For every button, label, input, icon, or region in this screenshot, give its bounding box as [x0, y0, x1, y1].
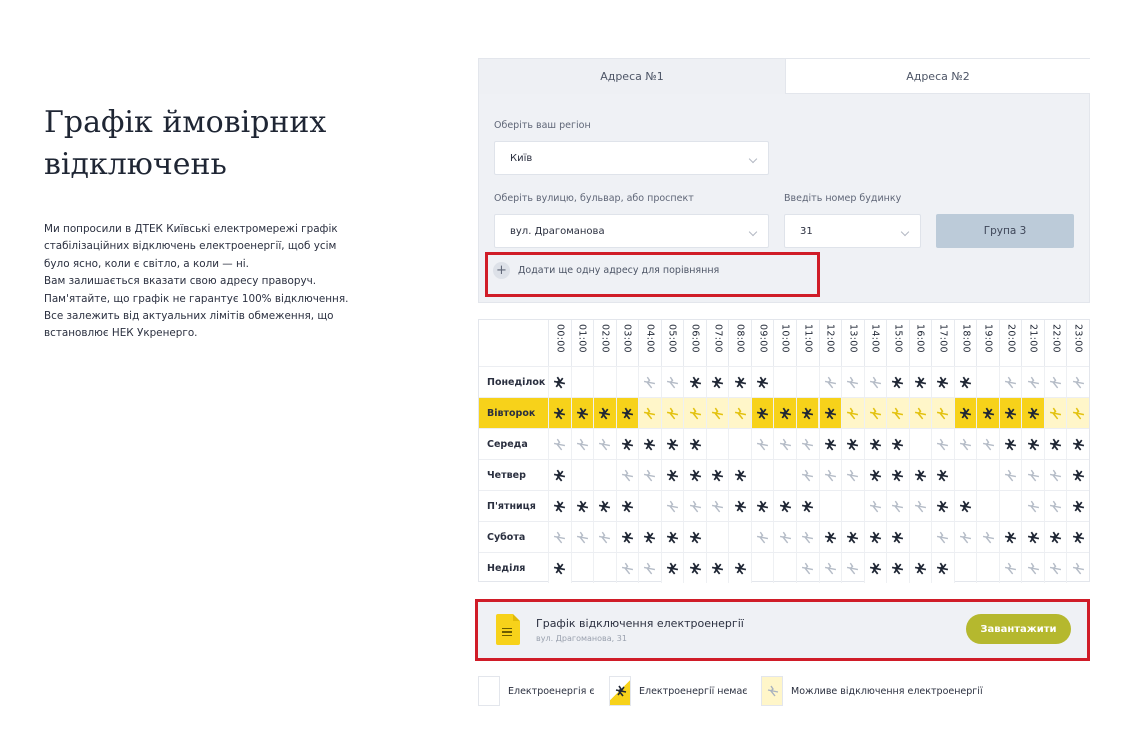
power-on-cell: [571, 367, 594, 397]
power-off-icon: [548, 491, 571, 521]
download-button[interactable]: Завантажити: [966, 614, 1071, 644]
power-off-icon: [841, 522, 864, 552]
power-maybe-icon: [773, 429, 796, 459]
power-maybe-icon: [886, 491, 909, 521]
power-maybe-icon: [1044, 460, 1067, 490]
power-maybe-icon: [1066, 553, 1089, 583]
power-maybe-icon: [616, 553, 639, 583]
power-off-icon: [1044, 429, 1067, 459]
power-maybe-icon: [638, 553, 661, 583]
power-maybe-icon: [548, 429, 571, 459]
day-label: Понеділок: [487, 376, 546, 388]
power-off-icon: [773, 398, 796, 428]
power-off-icon: [728, 491, 751, 521]
power-maybe-icon: [819, 553, 842, 583]
power-off-icon: [683, 460, 706, 490]
power-off-icon: [999, 522, 1022, 552]
power-off-icon: [1044, 522, 1067, 552]
chevron-down-icon: [749, 155, 757, 163]
power-off-icon: [931, 553, 954, 583]
power-off-icon: [638, 429, 661, 459]
power-maybe-icon: [571, 522, 594, 552]
power-off-icon: [661, 429, 684, 459]
power-maybe-icon: [767, 685, 779, 697]
hour-header: [683, 320, 706, 366]
power-off-icon: [796, 491, 819, 521]
power-on-cell: [571, 553, 594, 583]
power-on-cell: [593, 460, 616, 490]
hour-header: [661, 320, 684, 366]
power-off-icon: [886, 429, 909, 459]
power-off-icon: [616, 429, 639, 459]
hour-header: [773, 320, 796, 366]
power-on-cell: [999, 491, 1022, 521]
power-off-icon: [751, 491, 774, 521]
power-maybe-icon: [773, 522, 796, 552]
power-maybe-icon: [931, 522, 954, 552]
power-maybe-icon: [976, 522, 999, 552]
power-maybe-icon: [706, 398, 729, 428]
hour-label: 00:00: [554, 324, 566, 353]
power-off-icon: [683, 553, 706, 583]
power-off-icon: [683, 429, 706, 459]
house-label: Введіть номер будинку: [784, 193, 902, 204]
table-row: [479, 397, 1089, 428]
power-maybe-icon: [661, 398, 684, 428]
power-off-icon: [954, 398, 977, 428]
hour-label: 22:00: [1050, 324, 1062, 353]
power-on-cell: [773, 367, 796, 397]
power-off-icon: [931, 491, 954, 521]
power-maybe-icon: [796, 522, 819, 552]
hour-label: 20:00: [1005, 324, 1017, 353]
power-maybe-icon: [661, 367, 684, 397]
hour-header: [593, 320, 616, 366]
hour-label: 06:00: [689, 324, 701, 353]
intro-paragraph: Пам'ятайте, що графік не гарантує 100% відключення. Все залежить від актуальних лімітів обмеження, що встановлює НЕК Укренерго.: [44, 292, 349, 340]
power-off-icon: [999, 398, 1022, 428]
power-maybe-icon: [1044, 491, 1067, 521]
power-off-icon: [728, 367, 751, 397]
power-maybe-icon: [593, 522, 616, 552]
power-off-icon: [976, 398, 999, 428]
intro-text: [44, 221, 364, 343]
chevron-down-icon: [749, 228, 757, 236]
power-off-icon: [1021, 429, 1044, 459]
legend-maybe: [761, 676, 983, 706]
hour-label: 17:00: [937, 324, 949, 353]
power-maybe-icon: [999, 367, 1022, 397]
power-maybe-icon: [909, 491, 932, 521]
power-off-icon: [706, 553, 729, 583]
hour-header: [819, 320, 842, 366]
power-off-icon: [661, 553, 684, 583]
power-maybe-icon: [886, 398, 909, 428]
power-off-icon: [593, 491, 616, 521]
hour-label: 08:00: [734, 324, 746, 353]
table-row: [479, 459, 1089, 490]
table-row: [479, 552, 1089, 583]
power-off-icon: [954, 491, 977, 521]
power-maybe-icon: [931, 398, 954, 428]
tab-address-1[interactable]: Адреса №1: [479, 59, 785, 94]
power-on-cell: [593, 553, 616, 583]
power-on-cell: [841, 491, 864, 521]
power-on-cell: [751, 553, 774, 583]
power-maybe-icon: [796, 553, 819, 583]
download-subtitle: вул. Драгоманова, 31: [536, 634, 627, 643]
power-maybe-icon: [909, 398, 932, 428]
table-row: [479, 521, 1089, 552]
highlight-outline: [485, 252, 820, 297]
power-off-icon: [931, 460, 954, 490]
power-maybe-icon: [864, 491, 887, 521]
hour-label: 01:00: [576, 324, 588, 353]
legend-on-label: Електроенергія є: [508, 685, 595, 697]
hour-label: 05:00: [666, 324, 678, 353]
power-maybe-icon: [1066, 398, 1089, 428]
power-on-cell: [571, 460, 594, 490]
power-off-icon: [548, 553, 571, 583]
hour-header: [976, 320, 999, 366]
street-label: Оберіть вулицю, бульвар, або проспект: [494, 193, 694, 204]
power-on-cell: [616, 367, 639, 397]
power-on-cell: [819, 491, 842, 521]
hour-label: 18:00: [960, 324, 972, 353]
power-maybe-icon: [1021, 491, 1044, 521]
day-label: Четвер: [487, 469, 526, 481]
power-maybe-icon: [841, 367, 864, 397]
hour-header: [1021, 320, 1044, 366]
power-maybe-icon: [796, 429, 819, 459]
power-maybe-icon: [661, 491, 684, 521]
hour-header: [751, 320, 774, 366]
hour-header: [954, 320, 977, 366]
power-on-cell: [773, 460, 796, 490]
hour-header: [706, 320, 729, 366]
power-off-icon: [796, 398, 819, 428]
group-button[interactable]: Група 3: [936, 214, 1074, 248]
power-on-cell: [728, 522, 751, 552]
power-maybe-icon: [1021, 553, 1044, 583]
street-value: вул. Драгоманова: [510, 225, 605, 237]
power-maybe-icon: [1044, 398, 1067, 428]
power-maybe-icon: [976, 429, 999, 459]
power-off-icon: [1066, 460, 1089, 490]
hour-label: 10:00: [779, 324, 791, 353]
house-value: 31: [800, 225, 813, 237]
power-off-icon: [886, 367, 909, 397]
power-off-icon: [909, 367, 932, 397]
power-on-cell: [976, 553, 999, 583]
power-off-icon: [593, 398, 616, 428]
hour-label: 21:00: [1027, 324, 1039, 353]
power-off-icon: [819, 429, 842, 459]
power-maybe-icon: [706, 491, 729, 521]
power-off-icon: [706, 460, 729, 490]
power-off-icon: [683, 522, 706, 552]
power-off-icon: [661, 460, 684, 490]
power-off-icon: [571, 491, 594, 521]
add-address-label: Додати ще одну адресу для порівняння: [518, 265, 720, 276]
hour-label: 19:00: [982, 324, 994, 353]
hour-header: [548, 320, 571, 366]
power-off-icon: [864, 460, 887, 490]
power-off-icon: [886, 460, 909, 490]
hour-label: 13:00: [847, 324, 859, 353]
power-off-icon: [864, 522, 887, 552]
power-on-cell: [751, 460, 774, 490]
power-off-icon: [909, 460, 932, 490]
legend-off-label: Електроенергії немає: [639, 685, 748, 697]
power-on-cell: [909, 429, 932, 459]
power-off-icon: [638, 522, 661, 552]
power-off-icon: [616, 491, 639, 521]
power-off-icon: [773, 491, 796, 521]
hour-header: [886, 320, 909, 366]
hour-header: [999, 320, 1022, 366]
power-maybe-icon: [616, 460, 639, 490]
power-off-icon: [548, 367, 571, 397]
power-maybe-icon: [999, 553, 1022, 583]
power-off-icon: [1021, 398, 1044, 428]
power-off-icon: [751, 398, 774, 428]
intro-paragraph: Вам залишається вказати свою адресу праворуч.: [44, 275, 317, 288]
power-maybe-icon: [1044, 367, 1067, 397]
power-maybe-icon: [1066, 367, 1089, 397]
hour-header: [1066, 320, 1089, 366]
hour-header: [616, 320, 639, 366]
day-label: Середа: [487, 438, 528, 450]
power-maybe-icon: [638, 398, 661, 428]
power-off-icon: [615, 685, 627, 697]
hour-label: 12:00: [824, 324, 836, 353]
power-off-icon: [864, 553, 887, 583]
power-off-icon: [999, 429, 1022, 459]
hour-header: [864, 320, 887, 366]
day-label: Неділя: [487, 562, 526, 574]
power-off-icon: [616, 398, 639, 428]
power-maybe-icon: [954, 429, 977, 459]
tab-address-2[interactable]: Адреса №2: [785, 59, 1090, 94]
power-off-icon: [616, 522, 639, 552]
power-on-cell: [909, 522, 932, 552]
hour-header: [728, 320, 751, 366]
hour-label: 02:00: [599, 324, 611, 353]
power-off-icon: [728, 553, 751, 583]
power-off-icon: [931, 367, 954, 397]
download-title: Графік відключення електроенергії: [536, 617, 744, 630]
hour-label: 15:00: [892, 324, 904, 353]
power-off-icon: [819, 398, 842, 428]
power-off-icon: [886, 522, 909, 552]
power-on-cell: [954, 460, 977, 490]
power-off-swatch: [609, 676, 631, 706]
power-off-icon: [683, 367, 706, 397]
power-maybe-icon: [931, 429, 954, 459]
power-off-icon: [751, 367, 774, 397]
power-on-cell: [773, 553, 796, 583]
region-value: Київ: [510, 152, 533, 164]
hour-label: 11:00: [802, 324, 814, 353]
power-on-cell: [976, 460, 999, 490]
day-label: Вівторок: [479, 398, 548, 428]
plus-icon: +: [493, 262, 510, 279]
power-maybe-icon: [954, 522, 977, 552]
hour-label: 09:00: [757, 324, 769, 353]
power-off-icon: [728, 460, 751, 490]
power-off-icon: [661, 522, 684, 552]
hour-label: 04:00: [644, 324, 656, 353]
power-on-cell: [593, 367, 616, 397]
power-off-icon: [954, 367, 977, 397]
hour-header: [1044, 320, 1067, 366]
legend-off: [609, 676, 748, 706]
chevron-down-icon: [901, 228, 909, 236]
power-on-cell: [976, 491, 999, 521]
hour-label: 14:00: [869, 324, 881, 353]
power-on-cell: [796, 367, 819, 397]
day-label: Субота: [487, 531, 526, 543]
hour-header: [796, 320, 819, 366]
power-maybe-icon: [999, 460, 1022, 490]
power-maybe-icon: [548, 522, 571, 552]
power-off-icon: [1066, 491, 1089, 521]
hour-header: [931, 320, 954, 366]
power-off-icon: [909, 553, 932, 583]
power-maybe-icon: [1021, 367, 1044, 397]
highlight-outline: [475, 599, 1090, 661]
power-off-icon: [841, 429, 864, 459]
street-select[interactable]: [494, 214, 769, 248]
page-title: Графік ймовірних відключень: [44, 105, 327, 182]
power-maybe-icon: [751, 522, 774, 552]
power-maybe-icon: [819, 367, 842, 397]
table-row: [479, 428, 1089, 459]
power-off-icon: [819, 522, 842, 552]
day-label: П'ятниця: [487, 500, 536, 512]
power-off-icon: [1066, 522, 1089, 552]
power-off-icon: [1066, 429, 1089, 459]
region-select[interactable]: [494, 141, 769, 175]
hour-header: [909, 320, 932, 366]
power-maybe-icon: [841, 398, 864, 428]
power-on-swatch: [478, 676, 500, 706]
schedule-table: [478, 319, 1090, 582]
house-select[interactable]: [784, 214, 921, 248]
power-maybe-swatch: [761, 676, 783, 706]
hour-label: 16:00: [914, 324, 926, 353]
power-maybe-icon: [683, 491, 706, 521]
power-maybe-icon: [638, 460, 661, 490]
table-row: [479, 366, 1089, 397]
table-row: [479, 490, 1089, 521]
power-on-cell: [976, 367, 999, 397]
hour-header: [638, 320, 661, 366]
power-off-icon: [548, 398, 571, 428]
power-off-icon: [548, 460, 571, 490]
hour-header: [571, 320, 594, 366]
power-maybe-icon: [841, 553, 864, 583]
hour-label: 03:00: [621, 324, 633, 353]
power-maybe-icon: [864, 367, 887, 397]
region-label: Оберіть ваш регіон: [494, 120, 591, 131]
power-maybe-icon: [728, 398, 751, 428]
power-on-cell: [706, 522, 729, 552]
power-maybe-icon: [819, 460, 842, 490]
power-off-icon: [571, 398, 594, 428]
power-maybe-icon: [593, 429, 616, 459]
power-maybe-icon: [1044, 553, 1067, 583]
power-maybe-icon: [571, 429, 594, 459]
power-maybe-icon: [638, 367, 661, 397]
power-on-cell: [706, 429, 729, 459]
power-on-cell: [954, 553, 977, 583]
power-maybe-icon: [841, 460, 864, 490]
hour-header: [841, 320, 864, 366]
power-maybe-icon: [1021, 460, 1044, 490]
power-on-cell: [638, 491, 661, 521]
power-maybe-icon: [683, 398, 706, 428]
power-off-icon: [706, 367, 729, 397]
power-off-icon: [886, 553, 909, 583]
hour-label: 07:00: [712, 324, 724, 353]
legend-on: [478, 676, 595, 706]
hour-label: 23:00: [1072, 324, 1084, 353]
power-maybe-icon: [864, 398, 887, 428]
power-off-icon: [864, 429, 887, 459]
power-maybe-icon: [751, 429, 774, 459]
power-off-icon: [1021, 522, 1044, 552]
legend-maybe-label: Можливе відключення електроенергії: [791, 685, 983, 697]
intro-paragraph: Ми попросили в ДТЕК Київські електромережі графік стабілізаційних відключень електроенергії, щоб усім було ясно, коли є світло, а коли — ні.: [44, 223, 338, 270]
power-maybe-icon: [796, 460, 819, 490]
power-on-cell: [728, 429, 751, 459]
